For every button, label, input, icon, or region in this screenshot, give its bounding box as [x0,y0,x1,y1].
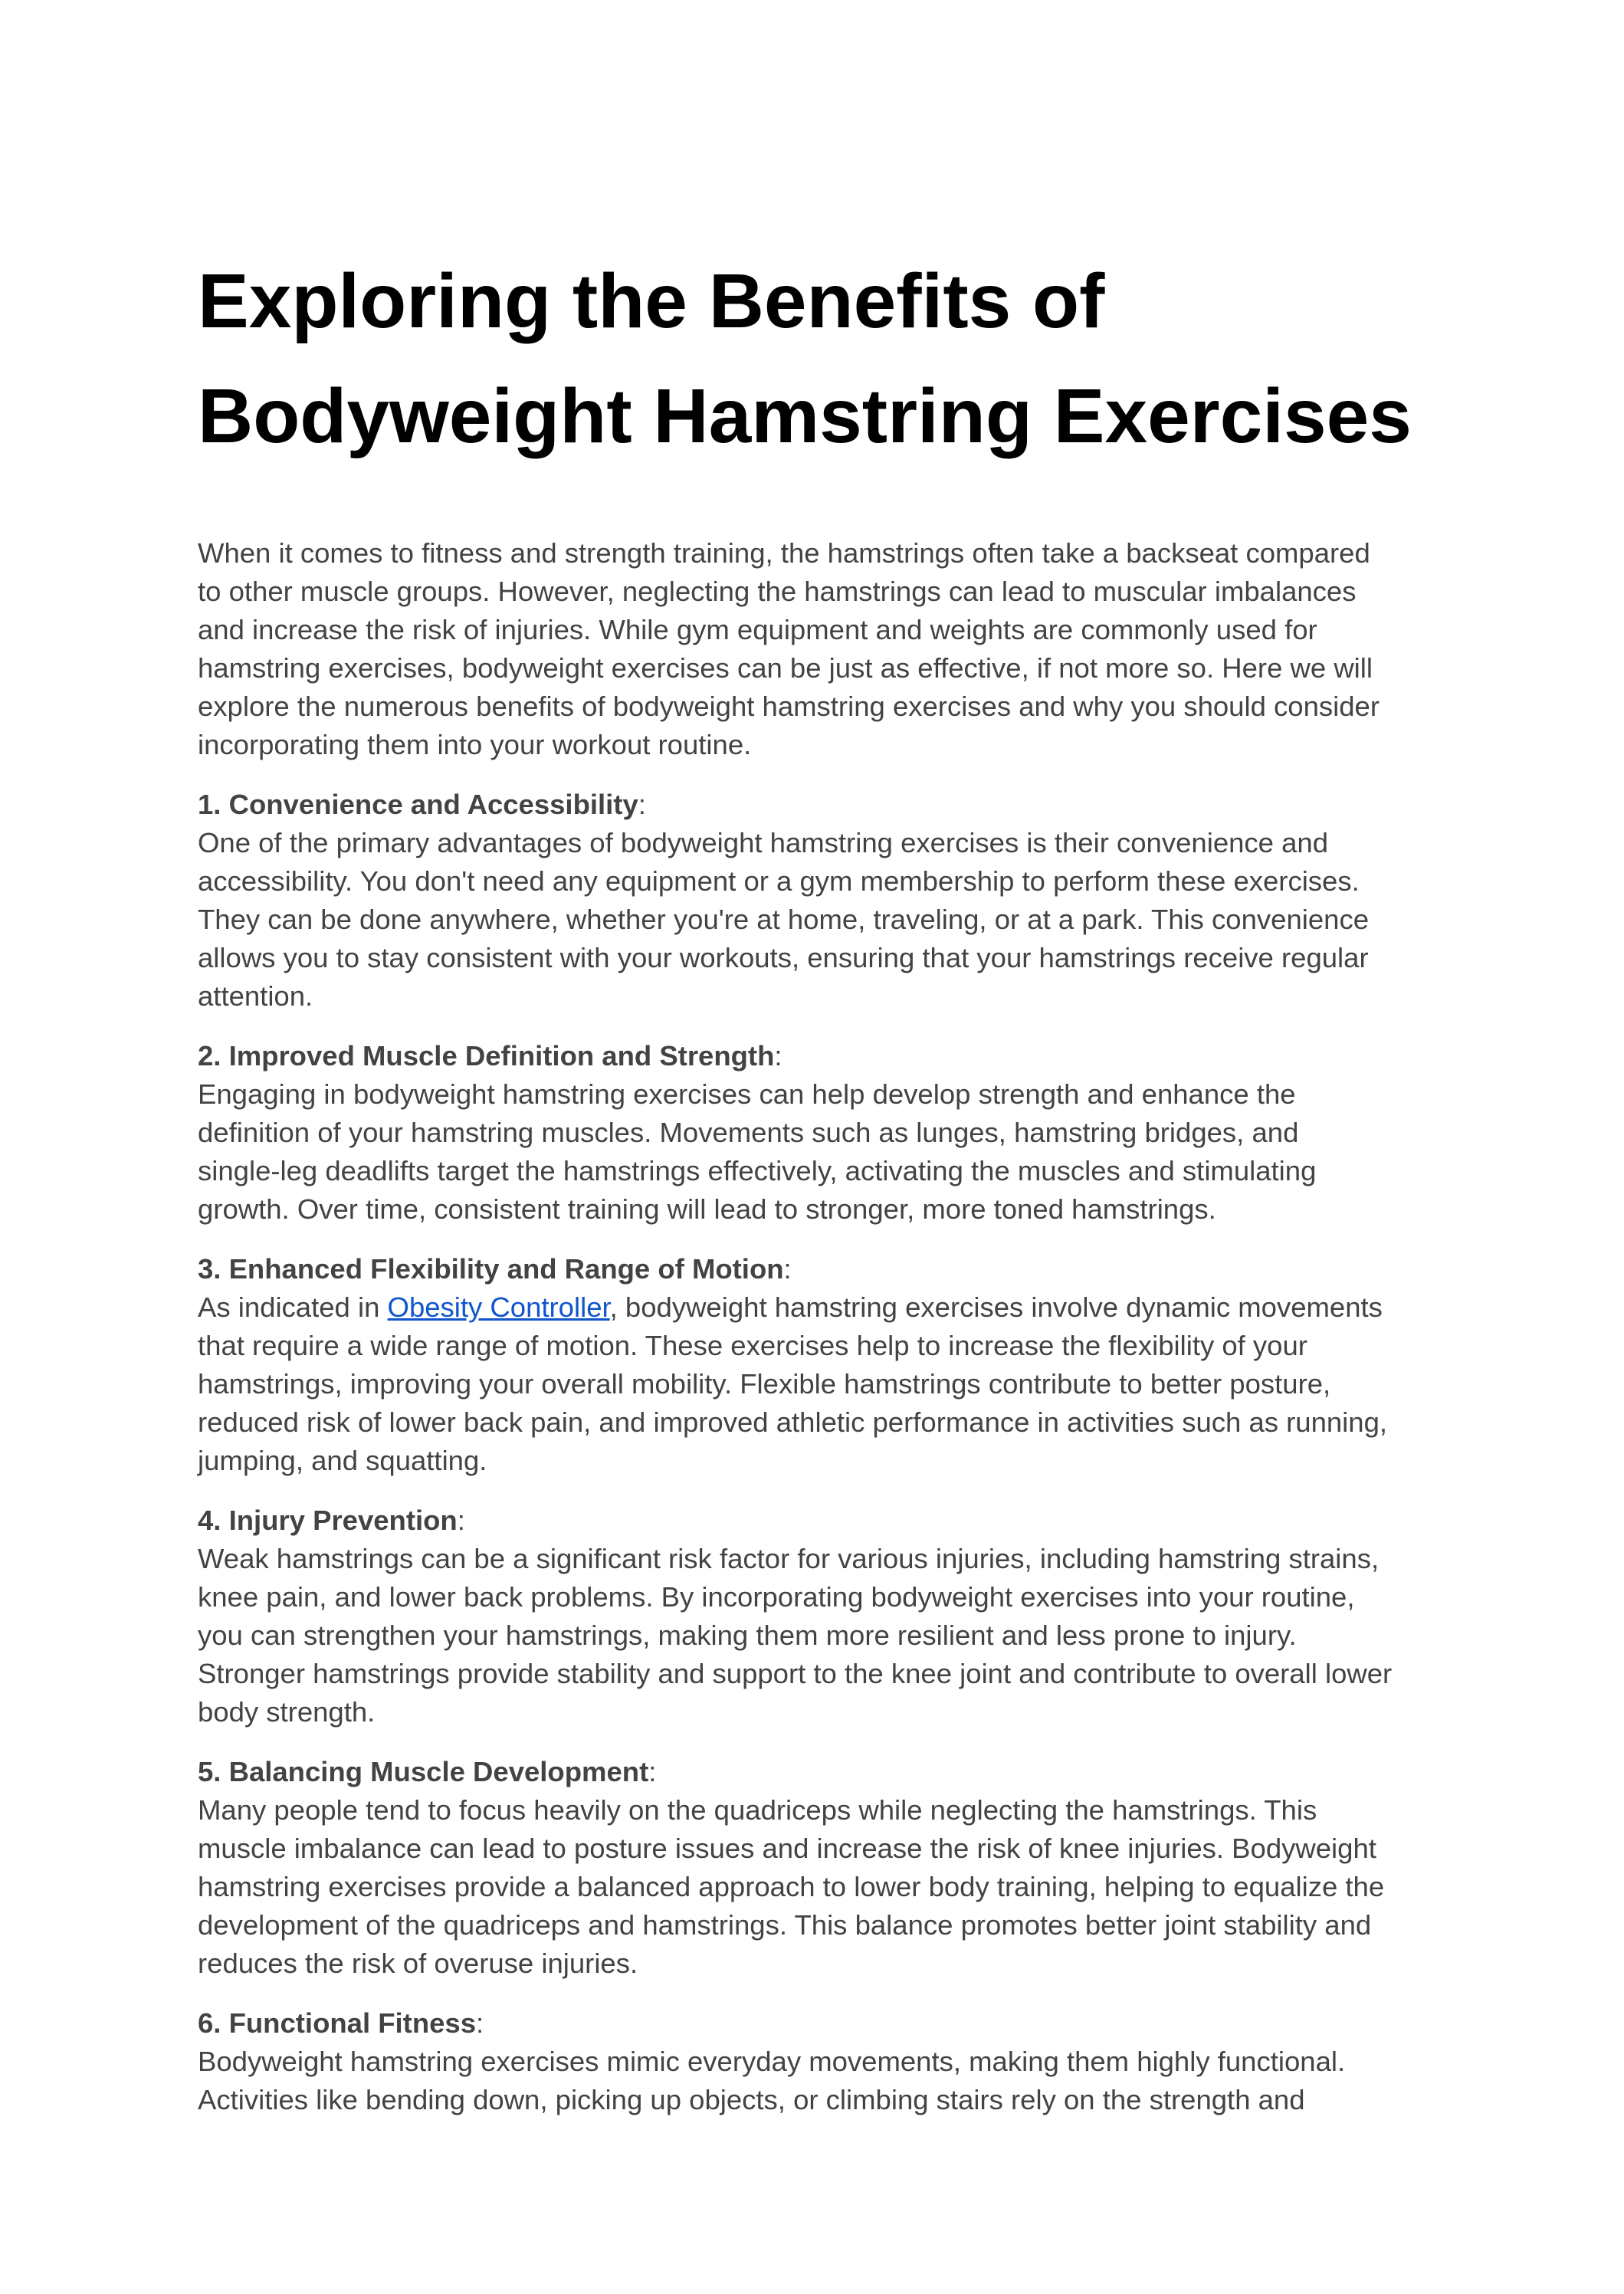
section-heading: 6. Functional Fitness [198,2007,477,2039]
paragraph-line: accessibility. You don't need any equipment or a gym membership to perform these exercises. [198,865,1360,897]
paragraph-line: that require a wide range of motion. These exercises help to increase the flexibility of your [198,1330,1307,1361]
paragraph-line: When it comes to fitness and strength training, the hamstrings often take a backseat compared [198,537,1370,569]
paragraph-line: They can be done anywhere, whether you're at home, traveling, or at a park. This convenience [198,904,1370,935]
section-heading: 3. Enhanced Flexibility and Range of Motion [198,1253,784,1285]
section-functional-fitness [198,2004,1455,2119]
intro-paragraph [198,534,1455,764]
paragraph-line: Activities like bending down, picking up objects, or climbing stairs rely on the strength and [198,2084,1305,2115]
section-muscle-definition [198,1037,1455,1229]
paragraph-line: and increase the risk of injuries. While gym equipment and weights are commonly used for [198,614,1317,645]
paragraph-line: knee pain, and lower back problems. By incorporating bodyweight exercises into your routine, [198,1581,1355,1613]
paragraph-line: to other muscle groups. However, neglecting the hamstrings can lead to muscular imbalances [198,576,1357,607]
paragraph-line: reduced risk of lower back pain, and improved athletic performance in activities such as running, [198,1406,1388,1438]
paragraph-line: incorporating them into your workout routine. [198,729,752,760]
text-after-link: , bodyweight hamstring exercises involve dynamic movements [609,1291,1383,1323]
section-heading-line: 6. Functional Fitness: [198,2007,484,2039]
paragraph-line: hamstring exercises provide a balanced approach to lower body training, helping to equalize the [198,1871,1385,1902]
paragraph-line: body strength. [198,1696,376,1728]
title-line: Bodyweight Hamstring Exercises [198,373,1412,459]
article-body [198,534,1455,2141]
section-heading-line: 1. Convenience and Accessibility: [198,789,646,820]
paragraph-line: muscle imbalance can lead to posture issues and increase the risk of knee injuries. Bodyweight [198,1833,1376,1864]
section-injury-prevention [198,1501,1455,1731]
paragraph-line: Engaging in bodyweight hamstring exercises can help develop strength and enhance the [198,1078,1296,1110]
section-heading: 1. Convenience and Accessibility [198,789,638,820]
section-heading: 5. Balancing Muscle Development [198,1756,649,1787]
paragraph-line: Many people tend to focus heavily on the quadriceps while neglecting the hamstrings. This [198,1794,1317,1826]
paragraph-line: growth. Over time, consistent training will lead to stronger, more toned hamstrings. [198,1193,1216,1225]
paragraph-line: Stronger hamstrings provide stability and support to the knee joint and contribute to overall lower [198,1658,1393,1689]
paragraph-line: Weak hamstrings can be a significant risk factor for various injuries, including hamstring strains, [198,1543,1380,1574]
paragraph-line: explore the numerous benefits of bodyweight hamstring exercises and why you should consider [198,691,1380,722]
text-before-link: As indicated in [198,1291,388,1323]
paragraph-line: hamstring exercises, bodyweight exercises can be just as effective, if not more so. Here we will [198,652,1373,684]
section-balancing [198,1753,1455,1983]
paragraph-line [198,1288,1455,1327]
section-heading-line: 2. Improved Muscle Definition and Strength: [198,1040,782,1072]
section-heading: 2. Improved Muscle Definition and Strength [198,1040,775,1072]
paragraph-line: jumping, and squatting. [198,1445,487,1476]
paragraph-line: reduces the risk of overuse injuries. [198,1948,638,1979]
paragraph-line: development of the quadriceps and hamstrings. This balance promotes better joint stability and [198,1909,1372,1941]
obesity-controller-link[interactable]: Obesity Controller [387,1291,610,1323]
title-line: Exploring the Benefits of [198,258,1105,344]
paragraph-line: definition of your hamstring muscles. Movements such as lunges, hamstring bridges, and [198,1117,1299,1148]
section-heading-line: 5. Balancing Muscle Development: [198,1756,657,1787]
paragraph-line: One of the primary advantages of bodyweight hamstring exercises is their convenience and [198,827,1329,858]
section-convenience [198,786,1455,1016]
paragraph-line: single-leg deadlifts target the hamstrings effectively, activating the muscles and stimulating [198,1155,1317,1186]
section-heading-line: 3. Enhanced Flexibility and Range of Motion: [198,1253,792,1285]
page-title [198,244,1516,474]
paragraph-line: you can strengthen your hamstrings, making them more resilient and less prone to injury. [198,1620,1297,1651]
section-flexibility [198,1250,1455,1480]
section-heading: 4. Injury Prevention [198,1505,458,1536]
paragraph-line: hamstrings, improving your overall mobility. Flexible hamstrings contribute to better posture, [198,1368,1331,1400]
paragraph-line: Bodyweight hamstring exercises mimic everyday movements, making them highly functional. [198,2046,1346,2077]
section-heading-line: 4. Injury Prevention: [198,1505,465,1536]
paragraph-line: allows you to stay consistent with your workouts, ensuring that your hamstrings receive regular [198,942,1369,973]
paragraph-line: attention. [198,980,313,1012]
